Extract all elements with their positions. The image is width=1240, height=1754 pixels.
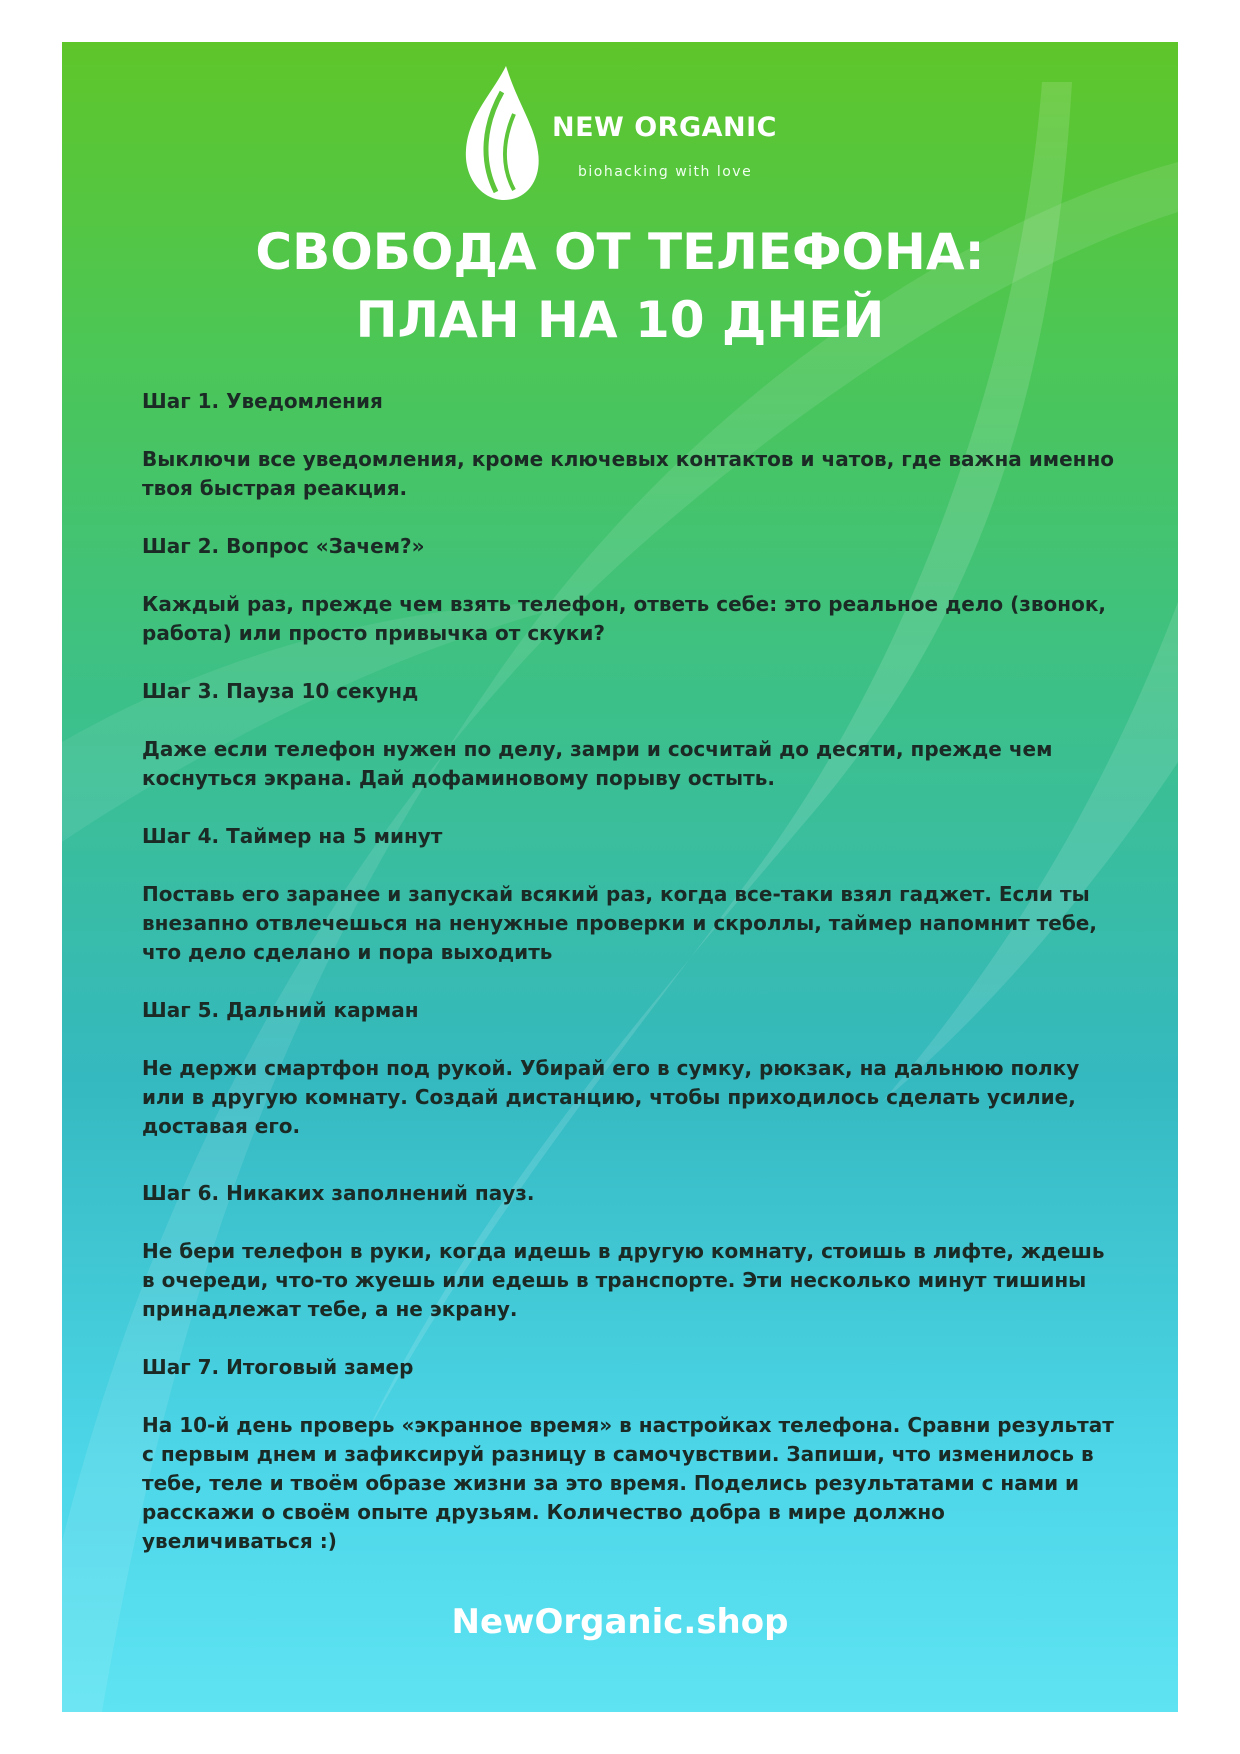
steps-list <box>142 387 1122 1585</box>
step-7-text: На 10-й день проверь «экранное время» в настройках телефона. Сравни результат с первым днем и зафиксируй разницу в самочувствии. Запиши, что изменилось в тебе, теле и твоём образе жизни за это время. Поделись результатами с нами и расскажи о своём опыте друзьям. Количество добра в мире должно увеличиваться :) <box>142 1413 1114 1553</box>
step-6-heading: Шаг 6. Никаких заполнений пауз. <box>142 1181 535 1205</box>
step-3-heading: Шаг 3. Пауза 10 секунд <box>142 679 419 703</box>
step-6-text: Не бери телефон в руки, когда идешь в другую комнату, стоишь в лифте, ждешь в очереди, что-то жуешь или едешь в транспорте. Эти несколько минут тишины принадлежат тебе, а не экрану. <box>142 1239 1105 1321</box>
poster-card <box>62 42 1178 1712</box>
step-1-heading: Шаг 1. Уведомления <box>142 389 383 413</box>
brand-tagline: biohacking with love <box>578 164 753 180</box>
footer-link[interactable]: NewOrganic.shop <box>451 1602 789 1642</box>
step-5-text: Не держи смартфон под рукой. Убирай его в сумку, рюкзак, на дальнюю полку или в другую комнату. Создай дистанцию, чтобы приходилось сделать усилие, доставая его. <box>142 1056 1080 1138</box>
step-4-heading: Шаг 4. Таймер на 5 минут <box>142 824 443 848</box>
step-7-heading: Шаг 7. Итоговый замер <box>142 1355 414 1379</box>
page-title <box>62 218 1178 354</box>
step-1-text: Выключи все уведомления, кроме ключевых контактов и чатов, где важна именно твоя быстрая реакция. <box>142 447 1115 500</box>
step-5-heading: Шаг 5. Дальний карман <box>142 998 419 1022</box>
step-2-heading: Шаг 2. Вопрос «Зачем?» <box>142 534 425 558</box>
brand-name: NEW ORGANIC <box>552 112 777 143</box>
step-3-text: Даже если телефон нужен по делу, замри и сосчитай до десяти, прежде чем коснуться экрана. Дай дофаминовому порыву остыть. <box>142 737 1053 790</box>
leaf-drop-icon <box>462 64 542 204</box>
title-line-1: СВОБОДА ОТ ТЕЛЕФОНА: <box>255 223 985 281</box>
step-2-text: Каждый раз, прежде чем взять телефон, ответь себе: это реальное дело (звонок, работа) или просто привычка от скуки? <box>142 592 1107 645</box>
step-4-text: Поставь его заранее и запускай всякий раз, когда все-таки взял гаджет. Если ты внезапно отвлечешься на ненужные проверки и скроллы, таймер напомнит тебе, что дело сделано и пора выходить <box>142 882 1097 964</box>
title-line-2: ПЛАН НА 10 ДНЕЙ <box>355 291 885 349</box>
brand-logo <box>462 64 782 204</box>
